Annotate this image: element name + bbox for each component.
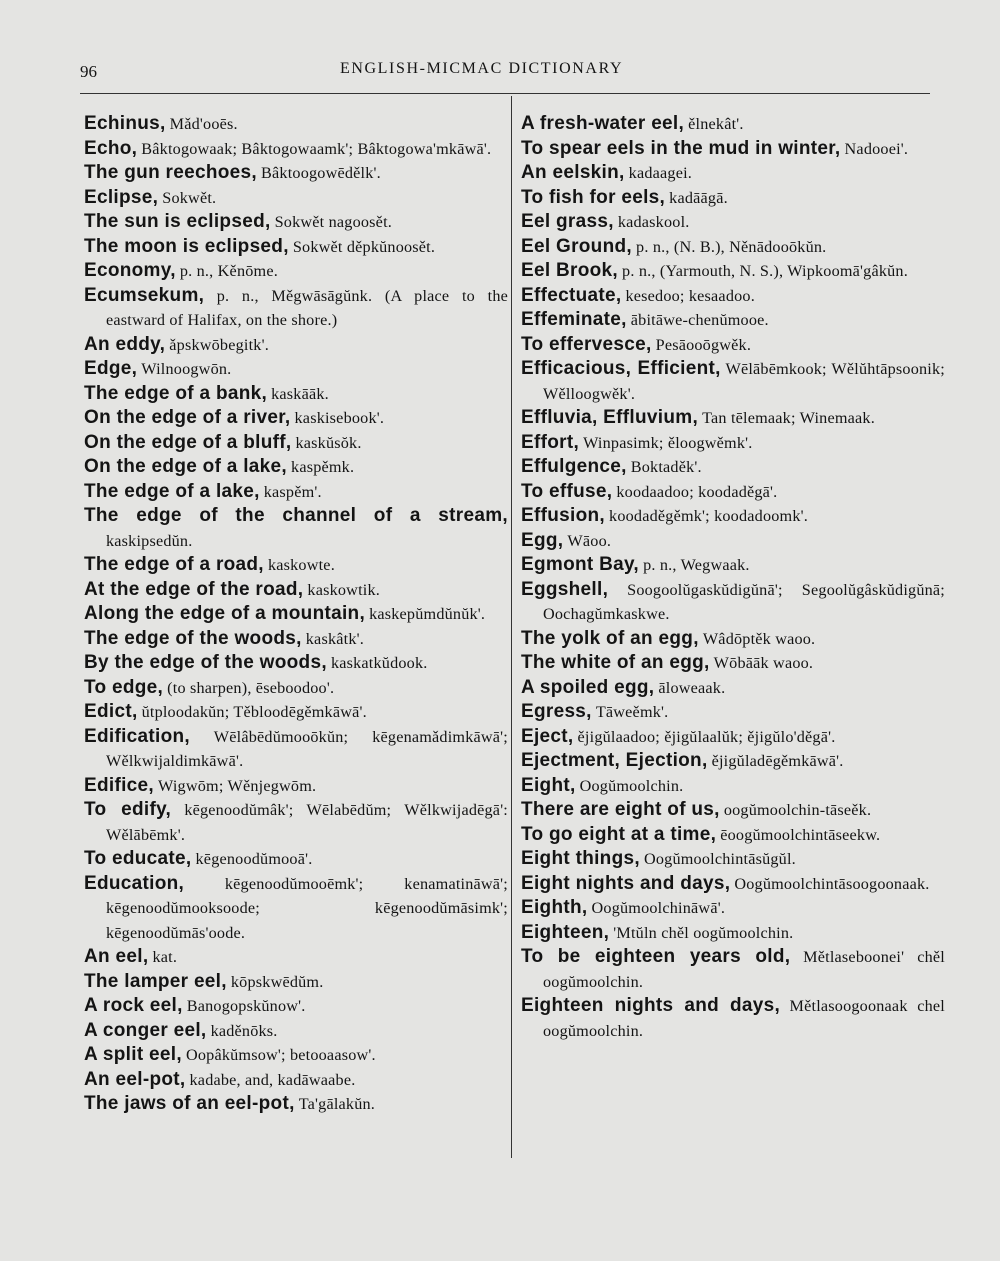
entry-headword: An eel, <box>84 946 149 967</box>
entry-gloss: kaskipsedŭn. <box>106 531 193 550</box>
entry-gloss: Nadooei'. <box>844 139 909 158</box>
entry-headword: The edge of a lake, <box>84 480 260 502</box>
dictionary-entry <box>521 749 945 774</box>
entry-gloss: Tan tēlemaak; Winemaak. <box>702 409 875 427</box>
dictionary-entry <box>521 798 945 823</box>
entry-headword: Eighteen nights and days, <box>521 995 781 1016</box>
dictionary-entry <box>521 578 945 627</box>
dictionary-entry <box>521 308 945 333</box>
entry-headword: Eclipse, <box>84 186 159 208</box>
entry-headword: Eighth, <box>521 897 588 918</box>
entry-gloss: Pesāooōgwěk. <box>655 335 752 354</box>
entry-gloss: 'Mtŭln chěl oogŭmoolchin. <box>613 923 794 942</box>
entry-headword: To spear eels in the mud in winter, <box>521 137 841 159</box>
dictionary-entry <box>521 455 945 480</box>
dictionary-entry <box>84 774 508 799</box>
entry-gloss: Oogŭmoolchintāsŭgŭl. <box>644 850 796 868</box>
dictionary-entry <box>521 112 945 137</box>
entry-gloss: ǎpskwōbegitk'. <box>169 335 269 354</box>
dictionary-entry <box>521 553 945 578</box>
entry-gloss: kaděnōks. <box>210 1021 278 1040</box>
page-number: 96 <box>80 62 97 81</box>
entry-gloss: p. n., (Yarmouth, N. S.), Wipkoomā'gâkŭn. <box>622 262 908 280</box>
dictionary-entry <box>84 284 508 333</box>
entry-headword: Edifice, <box>84 774 154 796</box>
entry-headword: By the edge of the woods, <box>84 652 327 673</box>
entry-headword: To effuse, <box>521 480 613 502</box>
entry-headword: To edify, <box>84 799 172 820</box>
entry-headword: A split eel, <box>84 1044 182 1065</box>
entry-gloss: oogŭmoolchin-tāseěk. <box>723 801 872 819</box>
dictionary-entry <box>84 406 508 431</box>
entry-gloss: Wōbāāk waoo. <box>713 654 814 672</box>
entry-headword: Effluvia, Effluvium, <box>521 407 699 428</box>
entry-gloss: Mětlasoogoonaak chel oogŭmoolchin. <box>543 997 946 1040</box>
dictionary-entry <box>521 504 945 529</box>
dictionary-entry <box>84 112 508 137</box>
entry-gloss: kēgenoodŭmâk'; Wēlabēdŭm; Wělkwijadēgā': Wělābēmk'. <box>106 801 509 844</box>
entry-gloss: ābitāwe-chenŭmooe. <box>630 311 769 329</box>
entry-gloss: Oogŭmoolchināwā'. <box>591 899 726 917</box>
entry-headword: Eighteen, <box>521 921 610 943</box>
entry-headword: The edge of a road, <box>84 554 264 575</box>
dictionary-entry <box>84 1068 508 1093</box>
entry-gloss: p. n., Wegwaak. <box>643 556 750 574</box>
entry-gloss: kadaskool. <box>617 213 690 231</box>
dictionary-entry <box>84 1019 508 1044</box>
dictionary-entry <box>521 651 945 676</box>
dictionary-entry <box>84 357 508 382</box>
entry-gloss: Soogoolŭgaskŭdigŭnā'; Segoolŭgâskŭdigŭnā; Oochagŭmkaskwe. <box>543 580 945 623</box>
entry-headword: To edge, <box>84 676 164 698</box>
dictionary-entry <box>84 137 508 162</box>
dictionary-entry <box>521 333 945 358</box>
entry-gloss: kaspěm'. <box>263 482 322 501</box>
entry-gloss: p. n., (N. B.), Něnādooōkŭn. <box>636 237 827 256</box>
entry-gloss: āloweaak. <box>658 678 726 697</box>
dictionary-entry <box>84 1092 508 1117</box>
entry-gloss: kōpskwēdŭm. <box>230 972 324 991</box>
entry-gloss: Boktaděk'. <box>630 458 702 476</box>
entry-gloss: Oogŭmoolchin. <box>579 776 684 795</box>
entry-headword: An eddy, <box>84 333 166 355</box>
dictionary-entry <box>521 284 945 309</box>
entry-headword: Eight nights and days, <box>521 872 731 894</box>
entry-gloss: kaskisebook'. <box>294 409 385 427</box>
entry-headword: A spoiled egg, <box>521 676 655 698</box>
entry-gloss: Tāweěmk'. <box>595 703 669 721</box>
entry-headword: Eel grass, <box>521 211 614 232</box>
entry-headword: Echinus, <box>84 113 166 134</box>
dictionary-entry <box>84 235 508 260</box>
entry-headword: The edge of a bank, <box>84 382 268 404</box>
dictionary-entry <box>521 235 945 260</box>
dictionary-entry <box>521 774 945 799</box>
right-column <box>521 112 945 1043</box>
dictionary-entry <box>84 553 508 578</box>
entry-headword: Along the edge of a mountain, <box>84 603 366 624</box>
dictionary-entry <box>521 480 945 505</box>
entry-gloss: ŭtploodakŭn; Těbloodēgěmkāwā'. <box>141 703 367 721</box>
dictionary-entry <box>84 382 508 407</box>
entry-headword: Egress, <box>521 701 592 722</box>
entry-headword: Eject, <box>521 725 574 747</box>
entry-headword: A rock eel, <box>84 995 183 1016</box>
entry-gloss: kēgenoodŭmooēmk'; kenamatināwā'; kēgenoodŭmooksoode; kēgenoodŭmāsimk'; kēgenoodŭmās'oode. <box>106 874 509 942</box>
dictionary-entry <box>521 725 945 750</box>
entry-headword: Egmont Bay, <box>521 554 640 575</box>
entry-gloss: kaskowte. <box>267 556 335 574</box>
entry-headword: The moon is eclipsed, <box>84 235 289 257</box>
entry-gloss: Winpasimk; ěloogwěmk'. <box>583 433 753 452</box>
entry-gloss: koodaděgěmk'; koodadoomk'. <box>609 507 808 525</box>
entry-gloss: kaskāāk. <box>271 384 329 403</box>
entry-headword: An eel-pot, <box>84 1068 186 1090</box>
entry-headword: Eggshell, <box>521 578 609 600</box>
entry-gloss: kesedoo; kesaadoo. <box>625 286 755 305</box>
column-divider <box>511 96 512 1158</box>
entry-gloss: Bâktogowaak; Bâktogowaamk'; Bâktogowa'mkāwā'. <box>141 139 492 158</box>
dictionary-entry <box>521 700 945 725</box>
entry-headword: To fish for eels, <box>521 186 666 208</box>
dictionary-entry <box>521 945 945 994</box>
entry-headword: Edification, <box>84 725 190 747</box>
entry-headword: Ecumsekum, <box>84 284 205 306</box>
entry-gloss: kaskowtik. <box>307 580 381 599</box>
dictionary-entry <box>521 676 945 701</box>
entry-headword: An eelskin, <box>521 162 625 183</box>
dictionary-entry <box>521 921 945 946</box>
dictionary-entry <box>84 676 508 701</box>
entry-gloss: Wāoo. <box>567 531 612 550</box>
entry-headword: Edict, <box>84 701 138 722</box>
header-rule <box>80 93 930 94</box>
dictionary-entry <box>521 627 945 652</box>
dictionary-entry <box>521 431 945 456</box>
dictionary-entry <box>521 896 945 921</box>
entry-headword: To effervesce, <box>521 333 652 355</box>
dictionary-entry <box>84 455 508 480</box>
dictionary-entry <box>84 578 508 603</box>
dictionary-entry <box>84 945 508 970</box>
dictionary-entry <box>521 161 945 186</box>
entry-gloss: Wēlâbēdŭmooōkŭn; kēgenamǎdimkāwā'; Wělkwijaldimkāwā'. <box>106 727 508 770</box>
entry-gloss: ělnekât'. <box>688 115 744 133</box>
entry-gloss: ějigŭlaadoo; ějigŭlaalŭk; ějigŭlo'děgā'. <box>577 727 836 746</box>
dictionary-entry <box>84 798 508 847</box>
entry-gloss: kaskepŭmdŭnŭk'. <box>369 605 486 623</box>
entry-gloss: Bâktoogowēdělk'. <box>261 164 381 182</box>
dictionary-entry <box>84 970 508 995</box>
dictionary-entry <box>84 651 508 676</box>
entry-gloss: Mětlaseboonei' chěl oogŭmoolchin. <box>543 948 945 991</box>
dictionary-entry <box>521 529 945 554</box>
entry-headword: Effulgence, <box>521 456 627 477</box>
entry-headword: The gun reechoes, <box>84 162 257 183</box>
dictionary-entry <box>521 847 945 872</box>
entry-headword: A conger eel, <box>84 1019 207 1041</box>
entry-gloss: Sokwět. <box>162 188 217 207</box>
dictionary-entry <box>521 186 945 211</box>
dictionary-entry <box>84 333 508 358</box>
entry-gloss: p. n., Kěnōme. <box>179 262 278 280</box>
entry-headword: At the edge of the road, <box>84 578 304 600</box>
entry-headword: Ejectment, Ejection, <box>521 750 708 771</box>
dictionary-entry <box>521 357 945 406</box>
dictionary-entry <box>84 700 508 725</box>
entry-gloss: koodaadoo; koodaděgā'. <box>616 482 778 501</box>
dictionary-entry <box>521 210 945 235</box>
entry-gloss: kaskatkŭdook. <box>330 654 428 672</box>
dictionary-entry <box>84 1043 508 1068</box>
entry-gloss: kēgenoodŭmooā'. <box>195 850 313 868</box>
entry-headword: Efficacious, Efficient, <box>521 358 721 379</box>
dictionary-entry <box>521 259 945 284</box>
dictionary-entry <box>84 627 508 652</box>
entry-gloss: Ta'gālakŭn. <box>298 1095 376 1113</box>
entry-headword: To educate, <box>84 848 192 869</box>
entry-gloss: kaskâtk'. <box>305 629 364 648</box>
entry-headword: On the edge of a bluff, <box>84 431 292 453</box>
dictionary-entry <box>84 725 508 774</box>
entry-headword: On the edge of a river, <box>84 407 291 428</box>
entry-headword: Eight things, <box>521 848 640 869</box>
left-column <box>84 112 508 1117</box>
entry-headword: Effort, <box>521 431 580 453</box>
entry-headword: The jaws of an eel-pot, <box>84 1093 295 1114</box>
entry-headword: The lamper eel, <box>84 970 227 992</box>
entry-headword: Echo, <box>84 137 138 159</box>
dictionary-entry <box>84 480 508 505</box>
entry-gloss: Wilnoogwōn. <box>141 360 232 378</box>
dictionary-entry <box>84 602 508 627</box>
entry-gloss: Mǎd'ooēs. <box>169 115 238 133</box>
dictionary-entry <box>521 872 945 897</box>
entry-gloss: kadaagei. <box>628 164 693 182</box>
entry-gloss: Banogopskŭnow'. <box>186 997 306 1015</box>
entry-gloss: Oogŭmoolchintāsoogoonaak. <box>734 874 930 893</box>
entry-gloss: Wâdōptěk waoo. <box>702 629 816 648</box>
dictionary-entry <box>84 186 508 211</box>
dictionary-entry <box>84 504 508 553</box>
entry-headword: Education, <box>84 872 185 894</box>
entry-headword: Eel Ground, <box>521 235 632 257</box>
entry-headword: To go eight at a time, <box>521 823 717 845</box>
entry-headword: On the edge of a lake, <box>84 456 287 477</box>
entry-headword: Eight, <box>521 774 576 796</box>
entry-headword: Eel Brook, <box>521 260 618 281</box>
entry-headword: The yolk of an egg, <box>521 627 699 649</box>
entry-gloss: ēoogŭmoolchintāseekw. <box>720 825 881 844</box>
dictionary-entry <box>521 823 945 848</box>
running-title: ENGLISH-MICMAC DICTIONARY <box>340 60 624 77</box>
entry-gloss: kadāāgā. <box>669 188 728 207</box>
entry-headword: Effectuate, <box>521 284 622 306</box>
entry-headword: Effusion, <box>521 505 605 526</box>
dictionary-entry <box>84 431 508 456</box>
dictionary-entry <box>84 994 508 1019</box>
entry-headword: Effeminate, <box>521 309 627 330</box>
entry-headword: The white of an egg, <box>521 652 710 673</box>
entry-headword: The edge of the channel of a stream, <box>84 505 508 526</box>
entry-headword: To be eighteen years old, <box>521 946 791 967</box>
dictionary-entry <box>84 210 508 235</box>
entry-gloss: Oopâkŭmsow'; betooaasow'. <box>185 1046 376 1064</box>
entry-headword: A fresh-water eel, <box>521 113 685 134</box>
entry-gloss: kaspěmk. <box>291 458 355 476</box>
entry-headword: Economy, <box>84 260 176 281</box>
dictionary-entry <box>521 137 945 162</box>
entry-gloss: Wēlābēmkook; Wělŭhtāpsoonik; Wělloogwěk'. <box>543 360 945 403</box>
entry-gloss: kadabe, and, kadāwaabe. <box>189 1070 356 1089</box>
entry-gloss: kat. <box>152 948 178 966</box>
entry-gloss: Sokwět nagoosět. <box>274 213 393 231</box>
entry-gloss: Wigwōm; Wěnjegwōm. <box>158 776 317 795</box>
dictionary-entry <box>84 161 508 186</box>
entry-headword: Edge, <box>84 358 138 379</box>
dictionary-entry <box>521 994 945 1043</box>
entry-gloss: p. n., Měgwāsāgŭnk. (A place to the eastward of Halifax, on the shore.) <box>106 286 508 329</box>
dictionary-entry <box>84 847 508 872</box>
entry-gloss: Sokwět děpkŭnoosět. <box>292 237 436 256</box>
dictionary-entry <box>84 872 508 946</box>
dictionary-entry <box>84 259 508 284</box>
entry-headword: There are eight of us, <box>521 799 720 820</box>
entry-headword: Egg, <box>521 529 564 551</box>
entry-gloss: (to sharpen), ēseboodoo'. <box>167 678 335 697</box>
entry-headword: The edge of the woods, <box>84 627 302 649</box>
entry-gloss: kaskŭsŏk. <box>295 433 362 452</box>
entry-gloss: ějigŭladēgěmkāwā'. <box>711 752 844 770</box>
entry-headword: The sun is eclipsed, <box>84 211 271 232</box>
dictionary-entry <box>521 406 945 431</box>
